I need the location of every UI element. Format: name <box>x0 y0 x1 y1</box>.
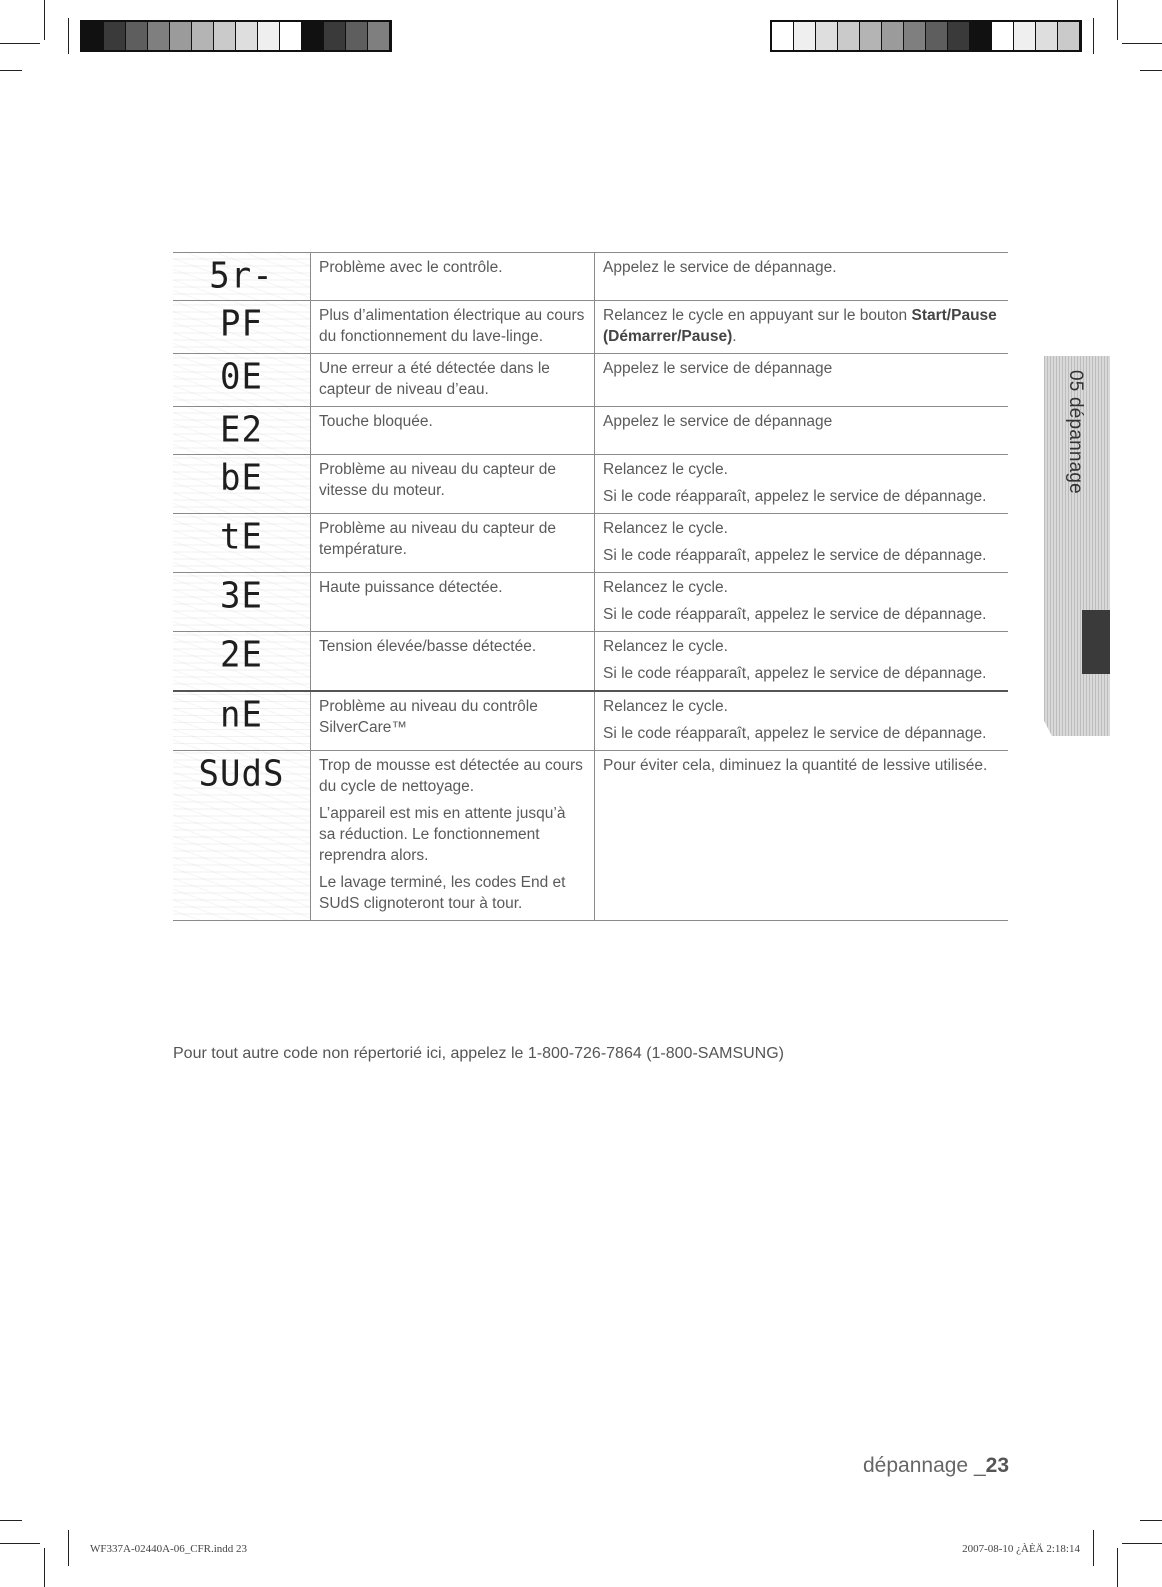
registration-swatch <box>1014 22 1036 50</box>
solution-cell <box>595 514 1009 573</box>
solution-text: Relancez le cycle. <box>603 579 728 596</box>
code-cell <box>173 253 311 301</box>
solution-cell <box>595 632 1009 692</box>
registration-swatch <box>948 22 970 50</box>
registration-swatch <box>280 22 302 50</box>
registration-swatch <box>148 22 170 50</box>
registration-swatch <box>302 22 324 50</box>
table-row <box>173 691 1008 751</box>
solution-text: Si le code réapparaît, appelez le service de dépannage. <box>603 725 987 742</box>
chapter-tab <box>1044 356 1110 736</box>
registration-swatch <box>170 22 192 50</box>
footnote: Pour tout autre code non répertorié ici, appelez le 1-800-726-7864 (1-800-SAMSUNG) <box>173 1045 784 1062</box>
solution-text-intro: Relancez le cycle en appuyant sur le bouton <box>603 307 912 324</box>
registration-swatch <box>104 22 126 50</box>
registration-swatch <box>82 22 104 50</box>
crop-mark <box>0 1520 22 1521</box>
code-cell <box>173 632 311 692</box>
code-cell <box>173 301 311 354</box>
error-code: tE <box>220 516 263 559</box>
registration-swatch <box>882 22 904 50</box>
problem-cell <box>311 514 595 573</box>
problem-text: Touche bloquée. <box>319 413 433 430</box>
crop-mark <box>44 0 45 40</box>
registration-bar-left <box>80 20 392 52</box>
problem-text: Problème avec le contrôle. <box>319 259 503 276</box>
error-code: bE <box>220 457 263 500</box>
solution-text: Si le code réapparaît, appelez le service de dépannage. <box>603 488 987 505</box>
error-code: PF <box>220 303 263 346</box>
solution-text: Relancez le cycle. <box>603 461 728 478</box>
chapter-tab-marker <box>1082 610 1110 674</box>
solution-text: Appelez le service de dépannage <box>603 360 833 377</box>
crop-mark <box>1140 1520 1162 1521</box>
problem-cell <box>311 253 595 301</box>
problem-text: Le lavage terminé, les codes End et SUdS clignoteront tour à tour. <box>319 874 566 912</box>
problem-text: Problème au niveau du capteur de vitesse du moteur. <box>319 461 556 499</box>
registration-swatch <box>992 22 1014 50</box>
problem-cell <box>311 407 595 455</box>
table-row <box>173 253 1008 301</box>
table-row <box>173 632 1008 692</box>
error-code: nE <box>220 694 263 737</box>
registration-bar-right <box>770 20 1082 52</box>
solution-cell <box>595 407 1009 455</box>
crop-mark <box>1117 1548 1118 1587</box>
crop-mark <box>0 70 22 71</box>
problem-text: Plus d’alimentation électrique au cours du fonctionnement du lave-linge. <box>319 307 585 345</box>
crop-mark <box>0 43 40 44</box>
table-row <box>173 751 1008 921</box>
solution-cell <box>595 691 1009 751</box>
crop-mark <box>1093 1530 1094 1566</box>
problem-cell <box>311 691 595 751</box>
solution-text: Appelez le service de dépannage. <box>603 259 837 276</box>
error-code: 5r- <box>209 255 274 298</box>
registration-swatch <box>816 22 838 50</box>
section-name: dépannage _ <box>863 1454 986 1477</box>
error-code: 0E <box>220 356 263 399</box>
registration-swatch <box>214 22 236 50</box>
code-cell <box>173 354 311 407</box>
error-code: 2E <box>220 634 263 677</box>
page-number: 23 <box>985 1454 1009 1477</box>
problem-text: Une erreur a été détectée dans le capteur de niveau d’eau. <box>319 360 550 398</box>
solution-text: Si le code réapparaît, appelez le service de dépannage. <box>603 547 987 564</box>
registration-swatch <box>346 22 368 50</box>
chapter-tab-label: 05 dépannage <box>1065 370 1086 494</box>
problem-text: Haute puissance détectée. <box>319 579 503 596</box>
error-code: SUdS <box>198 753 285 796</box>
problem-cell <box>311 632 595 692</box>
problem-text: Problème au niveau du contrôle SilverCare™ <box>319 698 538 736</box>
crop-mark <box>0 1543 40 1544</box>
registration-swatch <box>794 22 816 50</box>
registration-swatch <box>126 22 148 50</box>
solution-cell <box>595 253 1009 301</box>
start-pause-button-name: Start/Pause (Démarrer/Pause) <box>603 307 997 345</box>
registration-swatch <box>1058 22 1080 50</box>
problem-text: Tension élevée/basse détectée. <box>319 638 537 655</box>
registration-swatch <box>236 22 258 50</box>
registration-swatch <box>772 22 794 50</box>
registration-swatch <box>192 22 214 50</box>
table-row <box>173 455 1008 514</box>
crop-mark <box>1093 18 1094 54</box>
page-footer <box>863 1454 1009 1478</box>
registration-swatch <box>324 22 346 50</box>
solution-cell <box>595 354 1009 407</box>
solution-cell <box>595 573 1009 632</box>
problem-text: Problème au niveau du capteur de température. <box>319 520 556 558</box>
problem-cell <box>311 455 595 514</box>
table-row <box>173 301 1008 354</box>
solution-cell <box>595 301 1009 354</box>
table-row <box>173 514 1008 573</box>
crop-mark <box>1140 70 1162 71</box>
error-code-table <box>173 252 1008 921</box>
print-slug-date: 2007-08-10 ¿ÀÈÄ 2:18:14 <box>962 1543 1080 1555</box>
problem-cell <box>311 751 595 921</box>
solution-text: Pour éviter cela, diminuez la quantité de lessive utilisée. <box>603 757 988 774</box>
solution-text <box>603 305 1000 347</box>
error-code: E2 <box>220 409 263 452</box>
solution-cell <box>595 751 1009 921</box>
solution-text: Relancez le cycle. <box>603 638 728 655</box>
registration-swatch <box>838 22 860 50</box>
crop-mark <box>68 18 69 54</box>
registration-swatch <box>1036 22 1058 50</box>
solution-text: Relancez le cycle. <box>603 520 728 537</box>
solution-text-end: . <box>732 328 737 345</box>
solution-cell <box>595 455 1009 514</box>
crop-mark <box>68 1530 69 1566</box>
registration-swatch <box>926 22 948 50</box>
registration-swatch <box>970 22 992 50</box>
problem-cell <box>311 301 595 354</box>
registration-swatch <box>258 22 280 50</box>
table-row <box>173 573 1008 632</box>
error-code: 3E <box>220 575 263 618</box>
crop-mark <box>44 1548 45 1587</box>
code-cell <box>173 691 311 751</box>
problem-cell <box>311 573 595 632</box>
code-cell <box>173 573 311 632</box>
table-row <box>173 407 1008 455</box>
registration-swatch <box>368 22 390 50</box>
crop-mark <box>1122 1543 1162 1544</box>
problem-text: Trop de mousse est détectée au cours du cycle de nettoyage. <box>319 757 583 795</box>
problem-text: L’appareil est mis en attente jusqu’à sa réduction. Le fonctionnement reprendra alors. <box>319 805 566 864</box>
solution-text: Appelez le service de dépannage <box>603 413 833 430</box>
print-slug-file: WF337A-02440A-06_CFR.indd 23 <box>90 1543 248 1555</box>
code-cell <box>173 751 311 921</box>
solution-text: Si le code réapparaît, appelez le service de dépannage. <box>603 665 987 682</box>
crop-mark <box>1122 43 1162 44</box>
table-row <box>173 354 1008 407</box>
registration-swatch <box>860 22 882 50</box>
problem-cell <box>311 354 595 407</box>
crop-mark <box>1117 0 1118 40</box>
code-cell <box>173 514 311 573</box>
code-cell <box>173 455 311 514</box>
solution-text: Relancez le cycle. <box>603 698 728 715</box>
solution-text: Si le code réapparaît, appelez le service de dépannage. <box>603 606 987 623</box>
registration-swatch <box>904 22 926 50</box>
code-cell <box>173 407 311 455</box>
